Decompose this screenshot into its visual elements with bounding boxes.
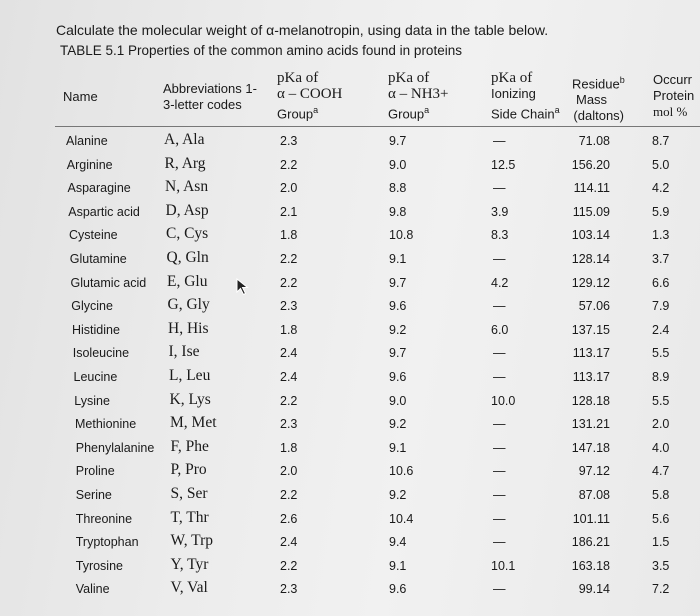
- cell-pka-cooh: 2.0: [280, 181, 298, 196]
- cell-abbreviation: M, Met: [170, 414, 217, 432]
- header-occ-line2: Protein: [653, 88, 695, 103]
- header-occ-line3: mol %: [653, 104, 688, 119]
- cell-pka-cooh: 2.0: [280, 464, 298, 479]
- cell-name: Methionine: [75, 417, 137, 432]
- cell-name: Glutamic acid: [70, 275, 147, 290]
- table-row: [0, 248, 700, 272]
- cell-pka-side-chain: —: [493, 535, 506, 550]
- cell-pka-cooh: 2.2: [280, 488, 298, 502]
- header-mass-line2: Mass: [576, 92, 608, 108]
- cell-residue-mass: 131.21: [571, 417, 610, 432]
- cell-residue-mass: 128.18: [571, 393, 610, 408]
- header-name: Name: [63, 89, 98, 104]
- table-row: [0, 342, 700, 366]
- cell-pka-nh3: 9.0: [389, 393, 407, 408]
- cell-pka-side-chain: —: [493, 181, 506, 196]
- cell-pka-cooh: 2.4: [280, 346, 298, 361]
- cell-pka-side-chain: —: [493, 252, 506, 266]
- cell-name: Leucine: [73, 370, 118, 384]
- cell-abbreviation: W, Trp: [170, 532, 214, 550]
- footnote-a-mark: a: [554, 105, 560, 115]
- cell-residue-mass: 129.12: [571, 275, 610, 290]
- cell-pka-nh3: 9.7: [389, 134, 407, 148]
- cell-occurrence: 6.6: [652, 275, 670, 290]
- cell-name: Valine: [75, 582, 110, 597]
- cell-name: Phenylalanine: [75, 440, 155, 455]
- cell-pka-side-chain: —: [493, 417, 506, 432]
- cell-pka-cooh: 2.2: [280, 157, 298, 172]
- cell-abbreviation: C, Cys: [166, 225, 209, 243]
- table-title: TABLE 5.1 Properties of the common amino acids found in proteins: [60, 43, 462, 58]
- table-row: [0, 508, 700, 532]
- header-cooh-line2: α – COOH: [277, 86, 343, 102]
- cell-pka-side-chain: 8.3: [491, 228, 509, 243]
- cell-pka-nh3: 9.0: [389, 157, 407, 172]
- cell-pka-side-chain: —: [493, 440, 506, 455]
- cell-occurrence: 5.5: [652, 393, 670, 408]
- cell-occurrence: 5.9: [652, 204, 670, 219]
- cell-name: Asparagine: [67, 181, 131, 196]
- cell-name: Arginine: [66, 157, 113, 172]
- cell-pka-nh3: 10.4: [389, 511, 414, 526]
- cell-pka-side-chain: 3.9: [491, 204, 509, 219]
- table-row: [0, 390, 700, 414]
- header-cooh-line1: pKa of: [277, 70, 319, 86]
- cell-pka-side-chain: —: [493, 582, 506, 597]
- header-abbr-line1: Abbreviations 1-: [163, 81, 257, 96]
- cell-occurrence: 8.7: [652, 134, 670, 148]
- cell-name: Histidine: [72, 322, 120, 337]
- cell-occurrence: 5.5: [652, 346, 670, 361]
- cell-occurrence: 4.2: [652, 181, 670, 196]
- cell-pka-nh3: 9.1: [389, 558, 407, 573]
- header-side-chain-label: Side Chain: [491, 106, 555, 122]
- cell-pka-side-chain: 12.5: [491, 157, 516, 172]
- header-cooh-line3: [277, 102, 342, 122]
- cell-residue-mass: 186.21: [571, 535, 610, 550]
- cell-abbreviation: N, Asn: [165, 178, 209, 196]
- cell-abbreviation: F, Phe: [170, 437, 209, 455]
- cell-abbreviation: Y, Tyr: [170, 555, 209, 573]
- cell-pka-cooh: 1.8: [280, 228, 298, 243]
- table-row: [0, 484, 700, 508]
- cell-occurrence: 1.5: [652, 535, 670, 550]
- cell-abbreviation: E, Glu: [167, 272, 208, 290]
- cell-pka-nh3: 9.7: [389, 275, 407, 290]
- cell-pka-side-chain: —: [493, 511, 506, 526]
- header-abbreviations: [163, 81, 257, 113]
- header-nh3-line3: [388, 102, 448, 122]
- cell-occurrence: 4.0: [652, 440, 670, 455]
- cell-pka-cooh: 2.6: [280, 511, 298, 526]
- cell-pka-cooh: 2.3: [280, 299, 298, 314]
- cell-occurrence: 7.9: [652, 299, 670, 314]
- cell-name: Threonine: [75, 511, 133, 526]
- header-nh3-line1: pKa of: [388, 70, 430, 86]
- cell-abbreviation: H, His: [168, 319, 209, 337]
- cell-residue-mass: 115.09: [572, 204, 610, 219]
- cell-pka-side-chain: 6.0: [491, 322, 509, 337]
- table-row: [0, 177, 700, 201]
- header-divider: [55, 126, 700, 127]
- cell-pka-cooh: 2.3: [280, 134, 298, 148]
- cell-occurrence: 3.7: [652, 252, 670, 266]
- table-row: [0, 413, 700, 437]
- cell-pka-nh3: 8.8: [389, 181, 407, 196]
- cell-occurrence: 4.7: [652, 464, 670, 479]
- cell-pka-nh3: 9.4: [389, 535, 407, 550]
- cell-name: Alanine: [66, 134, 108, 148]
- cell-pka-cooh: 2.4: [280, 535, 298, 550]
- cell-occurrence: 1.3: [652, 228, 670, 243]
- cell-name: Aspartic acid: [68, 204, 140, 219]
- cell-residue-mass: 99.14: [578, 582, 610, 597]
- header-abbr-line2: 3-letter codes: [163, 97, 242, 112]
- cell-abbreviation: D, Asp: [165, 201, 209, 219]
- cell-abbreviation: K, Lys: [169, 390, 211, 408]
- header-side-line2: Ionizing: [491, 86, 536, 101]
- footnote-a-mark: a: [424, 105, 430, 115]
- cell-residue-mass: 97.12: [578, 464, 610, 479]
- cell-occurrence: 5.8: [652, 488, 670, 502]
- table-row: [0, 130, 700, 154]
- cell-residue-mass: 103.14: [571, 228, 610, 243]
- cell-pka-side-chain: —: [493, 134, 506, 148]
- cell-occurrence: 3.5: [652, 558, 670, 573]
- cell-residue-mass: 137.15: [571, 322, 610, 337]
- cell-residue-mass: 71.08: [578, 134, 610, 148]
- header-residue-mass: [572, 72, 624, 124]
- cell-name: Proline: [75, 464, 115, 479]
- cell-pka-cooh: 2.2: [280, 252, 298, 266]
- table-row: [0, 578, 700, 602]
- cell-pka-nh3: 9.6: [389, 370, 407, 384]
- cell-pka-side-chain: —: [493, 488, 506, 502]
- cell-name: Isoleucine: [72, 346, 130, 361]
- cell-pka-nh3: 9.1: [389, 252, 407, 266]
- table-row: [0, 437, 700, 461]
- header-side-chain: [491, 70, 560, 122]
- table-row: [0, 154, 700, 178]
- cell-residue-mass: 87.08: [578, 488, 610, 502]
- cell-pka-nh3: 9.7: [389, 346, 407, 361]
- cell-residue-mass: 57.06: [578, 299, 610, 314]
- cell-residue-mass: 101.11: [572, 511, 610, 526]
- cell-abbreviation: R, Arg: [164, 154, 206, 172]
- cell-residue-mass: 163.18: [571, 558, 610, 573]
- cell-pka-nh3: 9.8: [389, 204, 407, 219]
- header-cooh-group: Group: [277, 106, 314, 122]
- table-row: [0, 366, 700, 390]
- footnote-b-mark: b: [619, 75, 625, 85]
- cell-occurrence: 2.0: [652, 417, 670, 432]
- cell-pka-side-chain: 10.1: [491, 558, 516, 573]
- cell-pka-cooh: 2.2: [280, 275, 298, 290]
- cell-occurrence: 5.0: [652, 157, 670, 172]
- cell-residue-mass: 114.11: [573, 181, 610, 196]
- cell-abbreviation: I, Ise: [168, 343, 200, 361]
- cell-abbreviation: T, Thr: [170, 508, 209, 526]
- cell-name: Serine: [75, 488, 112, 502]
- cell-pka-cooh: 1.8: [280, 440, 298, 455]
- footnote-a-mark: a: [313, 105, 319, 115]
- table-row: [0, 272, 700, 296]
- cell-name: Tyrosine: [75, 558, 123, 573]
- cell-name: Tryptophan: [75, 535, 139, 550]
- cell-name: Lysine: [74, 393, 110, 408]
- cell-pka-nh3: 10.8: [389, 228, 414, 243]
- cell-pka-cooh: 2.3: [280, 417, 298, 432]
- cell-pka-cooh: 2.4: [280, 370, 298, 384]
- header-side-line1: pKa of: [491, 70, 533, 86]
- table-row: [0, 295, 700, 319]
- cell-pka-cooh: 2.3: [280, 582, 298, 597]
- cell-abbreviation: P, Pro: [170, 461, 207, 479]
- header-side-line3: [491, 102, 560, 122]
- header-mass-residue: Residue: [572, 76, 620, 92]
- cell-name: Glutamine: [69, 252, 127, 266]
- cell-pka-side-chain: —: [493, 299, 506, 314]
- cell-name: Glycine: [71, 299, 113, 314]
- cell-abbreviation: A, Ala: [164, 131, 205, 148]
- cell-occurrence: 2.4: [652, 322, 670, 337]
- cell-abbreviation: S, Ser: [170, 485, 208, 502]
- cell-pka-side-chain: —: [493, 464, 506, 479]
- cell-occurrence: 5.6: [652, 511, 670, 526]
- cell-residue-mass: 113.17: [572, 370, 610, 384]
- cell-residue-mass: 128.14: [571, 252, 610, 266]
- cell-occurrence: 8.9: [652, 370, 670, 384]
- cell-pka-cooh: 1.8: [280, 322, 298, 337]
- header-occ-line1: Occurr: [653, 72, 692, 87]
- cell-pka-nh3: 9.6: [389, 299, 407, 314]
- header-nh3: [388, 70, 448, 122]
- cell-pka-nh3: 9.2: [389, 417, 407, 432]
- cell-residue-mass: 156.20: [571, 157, 610, 172]
- header-cooh: [277, 70, 342, 122]
- cell-pka-nh3: 9.6: [389, 582, 407, 597]
- cell-pka-nh3: 9.2: [389, 488, 407, 502]
- cell-pka-cooh: 2.2: [280, 558, 298, 573]
- table-row: [0, 319, 700, 343]
- question-text: Calculate the molecular weight of α-melanotropin, using data in the table below.: [56, 22, 549, 38]
- cell-pka-side-chain: 10.0: [491, 393, 516, 408]
- cell-pka-nh3: 9.1: [389, 440, 407, 455]
- cell-pka-side-chain: —: [493, 346, 506, 361]
- header-mass-line3: (daltons): [573, 108, 624, 124]
- cell-abbreviation: V, Val: [170, 579, 208, 597]
- cell-abbreviation: Q, Gln: [166, 249, 209, 266]
- cell-abbreviation: L, Leu: [169, 367, 211, 384]
- header-mass-line1: [572, 72, 624, 92]
- cell-abbreviation: G, Gly: [167, 296, 210, 314]
- header-nh3-group: Group: [388, 106, 425, 122]
- header-occurrence: [653, 72, 694, 120]
- cell-pka-side-chain: —: [493, 370, 506, 384]
- table-row: [0, 201, 700, 225]
- cell-pka-nh3: 9.2: [389, 322, 407, 337]
- header-nh3-line2: α – NH3+: [388, 86, 449, 102]
- table-row: [0, 531, 700, 555]
- cell-name: Cysteine: [69, 228, 118, 243]
- table-row: [0, 460, 700, 484]
- table-row: [0, 555, 700, 579]
- cell-pka-cooh: 2.2: [280, 393, 298, 408]
- cell-residue-mass: 113.17: [572, 346, 610, 361]
- cell-pka-cooh: 2.1: [280, 204, 298, 219]
- cell-residue-mass: 147.18: [571, 440, 610, 455]
- cell-pka-nh3: 10.6: [389, 464, 414, 479]
- cell-occurrence: 7.2: [652, 582, 670, 597]
- cell-pka-side-chain: 4.2: [491, 275, 509, 290]
- table-row: [0, 224, 700, 248]
